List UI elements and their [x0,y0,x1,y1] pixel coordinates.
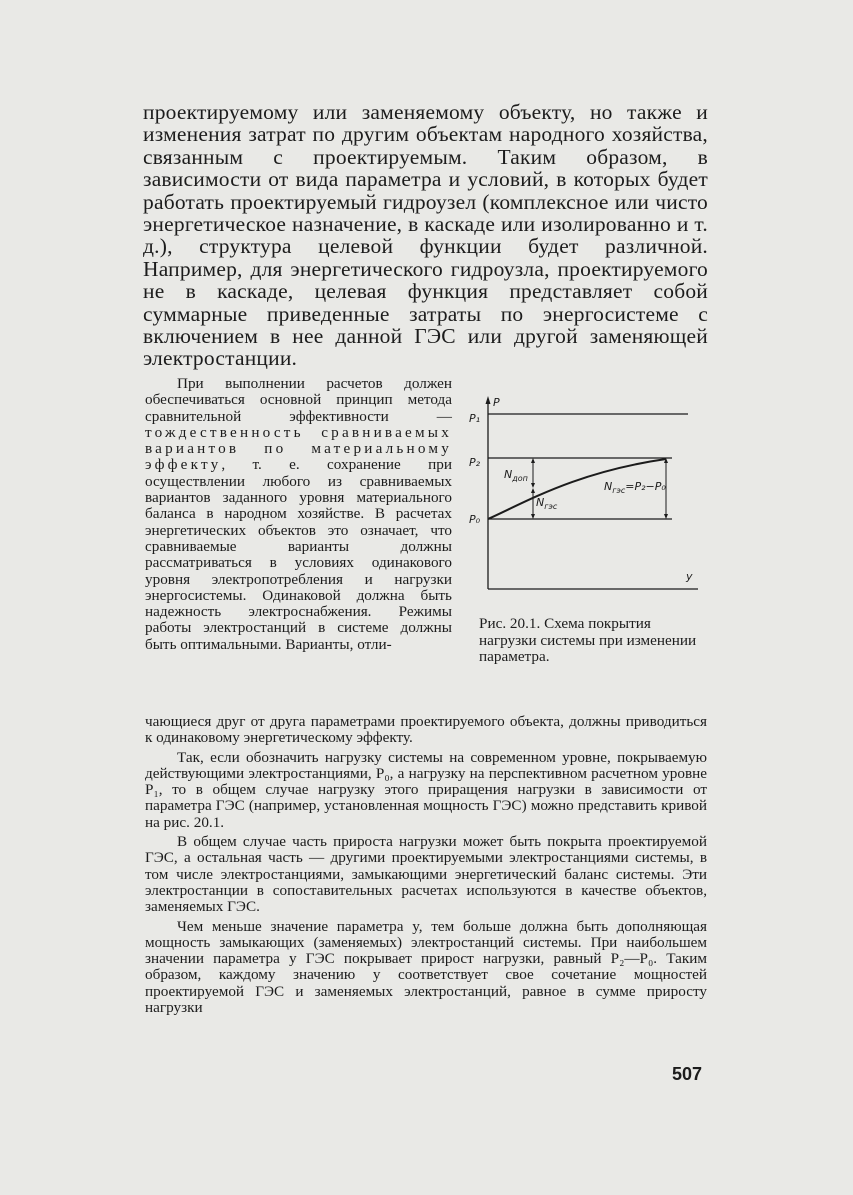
top-paragraph: проектируемому или заменяемому объекту, но также и изменения затрат по другим объектам народного хозяйства, связанным с проектируемым. Таким образом, в зависимости от вида параметра и условий, в которых будет работать проектируемый гидроузел (комплексное или чисто энергетическое назначение, в каскаде или изолированно и т. д.), структура целевой функции будет различной. Например, для энергетического гидроузла, проектируемого не в каскаде, целевая функция представляет собой суммарные приведенные затраты по энергосистеме с включением в нее данной ГЭС или другой заменяющей электростанции. [143,100,708,371]
nges-arrow-head-top [531,488,535,493]
paragraph-1: Так, если обозначить нагрузку системы на современном уровне, покрываемую действующими электростанциями, P₀, а нагрузку на перспективном расчетном уровне P₁, то в общем случае нагрузку этого приращения нагрузки в зависимости от параметра ГЭС (например, установленная мощность ГЭС) можно представить кривой на рис. 20.1. [145,748,707,831]
label-formula-main: N [604,480,613,493]
paragraph-2: В общем случае часть прироста нагрузки может быть покрыта проектируемой ГЭС, а остальная часть — другими проектируемыми электростанциями системы, в том числе электростанциями, замыкающими энергетический баланс системы. Эти электростанции в сопоставительных расчетах используются в качестве объектов, заменяемых ГЭС. [145,833,707,916]
paragraph-3: Чем меньше значение параметра y, тем больше должна быть дополняющая мощность замыкающих (заменяемых) электростанций системы. При наибольшем значении параметра y ГЭС покрывает прирост нагрузки, равный P₂—P₀. Таким образом, каждому значению y соответствует свое сочетание мощностей проектируемой ГЭС и заменяемых электростанций, равное в сумме приросту нагрузки [145,917,707,1017]
ndop-arrow-head-bottom [531,483,535,488]
nges-arrow-head-bottom [531,514,535,519]
x-axis-label: y [686,570,693,583]
figure-caption: Рис. 20.1. Схема покрытия нагрузки системы при изменении параметра. [479,615,697,665]
total-arrow-head-bottom [664,514,668,519]
column-paragraph-text-1: При выполнении расчетов должен обеспечиваться основной принцип метода сравнительной эффективности — [145,375,452,425]
label-nges-main: N [536,496,545,509]
label-p1: P₁ [469,412,481,425]
continuation-paragraph: чающиеся друг от друга параметрами проектируемого объекта, должны приводиться к одинаковому энергетическому эффекту. [145,713,707,747]
ndop-arrow-head-top [531,458,535,463]
label-p0: P₀ [469,513,481,526]
column-paragraph-text-2: , т. е. сохранение при осуществлении любого из сравниваемых вариантов заданного уровня материального баланса в народном хозяйстве. В расчетах энергетических объектов это означает, что сравниваемые варианты должны рассматриваться в условиях одинакового уровня электропотребления и нагрузки энергосистемы. Одинаковой должна быть надежность электроснабжения. Режимы работы электростанций в системе должны быть оптимальными. Варианты, отли- [145,456,452,653]
y-axis-arrow [486,396,491,404]
label-formula [604,480,666,495]
figure-20-1 [466,392,706,592]
label-formula-rest: =P₂−P₀ [625,480,666,493]
label-nges-sub: гэс [544,502,558,511]
label-formula-sub: гэс [612,486,626,495]
y-axis-label: P [493,396,500,409]
label-nges [536,496,558,511]
column-paragraph [145,376,452,653]
column-paragraph-emphasis: тождественность сравниваемых вариантов по материальному эффекту [145,423,452,474]
main-text [145,714,707,1019]
label-ndop-main: N [504,468,513,481]
page-number: 507 [672,1064,703,1084]
label-ndop-sub: доп [512,474,528,483]
label-ndop [504,468,528,483]
label-p2: P₂ [469,456,481,469]
